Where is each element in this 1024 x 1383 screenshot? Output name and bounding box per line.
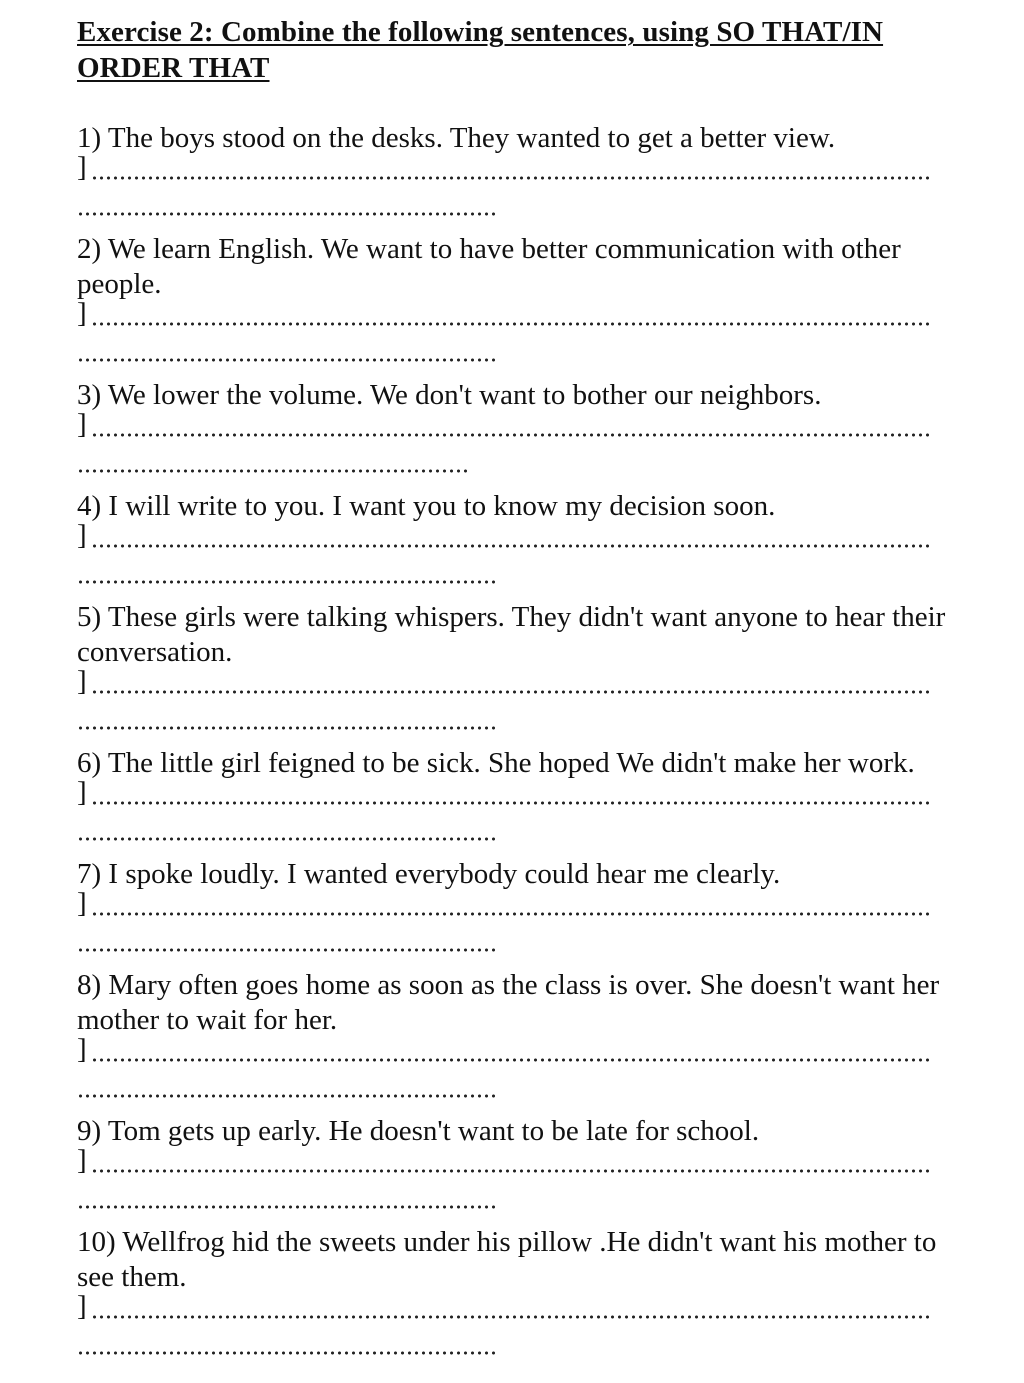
item-9-answer-line-2[interactable] [77,1185,499,1215]
item-4-answer-line-2[interactable] [77,560,499,590]
dotted-line [91,544,933,548]
item-4-answer-line[interactable] [77,524,933,560]
item-9-question: 9) Tom gets up early. He doesn't want to be late for school. [77,1115,760,1147]
dotted-line [91,322,933,326]
dotted-line [77,1094,499,1098]
item-10-answer-line[interactable] [77,1295,933,1331]
exercise-item-3 [77,378,967,479]
dotted-line [91,690,933,694]
exercise-item-9 [77,1114,967,1215]
item-6-answer-line[interactable] [77,781,933,817]
exercise-item-1 [77,121,967,222]
item-8-question: 8) Mary often goes home as soon as the class is over. She doesn't want her mother to wait for her. [77,969,940,1036]
dotted-line [77,1205,499,1209]
item-7-answer-line-2[interactable] [77,928,499,958]
answer-bracket: ] [77,892,87,919]
item-1-question: 1) The boys stood on the desks. They wanted to get a better view. [77,122,836,154]
answer-bracket: ] [77,1038,87,1065]
item-5-answer-line-2[interactable] [77,706,499,736]
exercise-item-4 [77,489,967,590]
item-2-question: 2) We learn English. We want to have better communication with other people. [77,233,901,300]
answer-bracket: ] [77,413,87,440]
exercise-item-6 [77,746,977,847]
dotted-line [91,1315,933,1319]
item-3-answer-line-2[interactable] [77,449,469,479]
exercise-title-line-2: ORDER THAT [77,52,270,84]
answer-bracket: ] [77,1295,87,1322]
item-8-answer-line-2[interactable] [77,1074,499,1104]
dotted-line [91,1058,933,1062]
dotted-line [91,176,933,180]
item-10-answer-line-2[interactable] [77,1331,499,1361]
dotted-line [77,726,499,730]
item-8-answer-line[interactable] [77,1038,933,1074]
answer-bracket: ] [77,1149,87,1176]
answer-bracket: ] [77,781,87,808]
dotted-line [91,912,933,916]
exercise-title [77,14,957,86]
exercise-item-8 [77,968,967,1104]
dotted-line [91,801,933,805]
item-1-answer-line[interactable] [77,156,933,192]
dotted-line [77,212,499,216]
dotted-line [77,948,499,952]
answer-bracket: ] [77,670,87,697]
item-3-answer-line[interactable] [77,413,933,449]
dotted-line [91,433,933,437]
dotted-line [77,580,499,584]
item-2-answer-line[interactable] [77,302,933,338]
answer-bracket: ] [77,302,87,329]
answer-bracket: ] [77,156,87,183]
item-6-question: 6) The little girl feigned to be sick. She hoped We didn't make her work. [77,747,915,779]
item-5-answer-line[interactable] [77,670,933,706]
exercise-item-5 [77,600,967,736]
item-10-question: 10) Wellfrog hid the sweets under his pillow .He didn't want his mother to see them. [77,1226,937,1293]
item-7-question: 7) I spoke loudly. I wanted everybody could hear me clearly. [77,858,781,890]
item-9-answer-line[interactable] [77,1149,933,1185]
item-6-answer-line-2[interactable] [77,817,499,847]
dotted-line [77,358,499,362]
item-7-answer-line[interactable] [77,892,933,928]
dotted-line [77,469,469,473]
dotted-line [91,1169,933,1173]
dotted-line [77,1351,499,1355]
exercise-item-10 [77,1225,967,1361]
exercise-item-2 [77,232,967,368]
dotted-line [77,837,499,841]
item-5-question: 5) These girls were talking whispers. They didn't want anyone to hear their conversation. [77,601,946,668]
item-3-question: 3) We lower the volume. We don't want to bother our neighbors. [77,379,822,411]
item-4-question: 4) I will write to you. I want you to know my decision soon. [77,490,776,522]
exercise-title-line-1: Exercise 2: Combine the following sentences, using SO THAT/IN [77,16,884,48]
item-2-answer-line-2[interactable] [77,338,499,368]
item-1-answer-line-2[interactable] [77,192,499,222]
answer-bracket: ] [77,524,87,551]
exercise-item-7 [77,857,967,958]
